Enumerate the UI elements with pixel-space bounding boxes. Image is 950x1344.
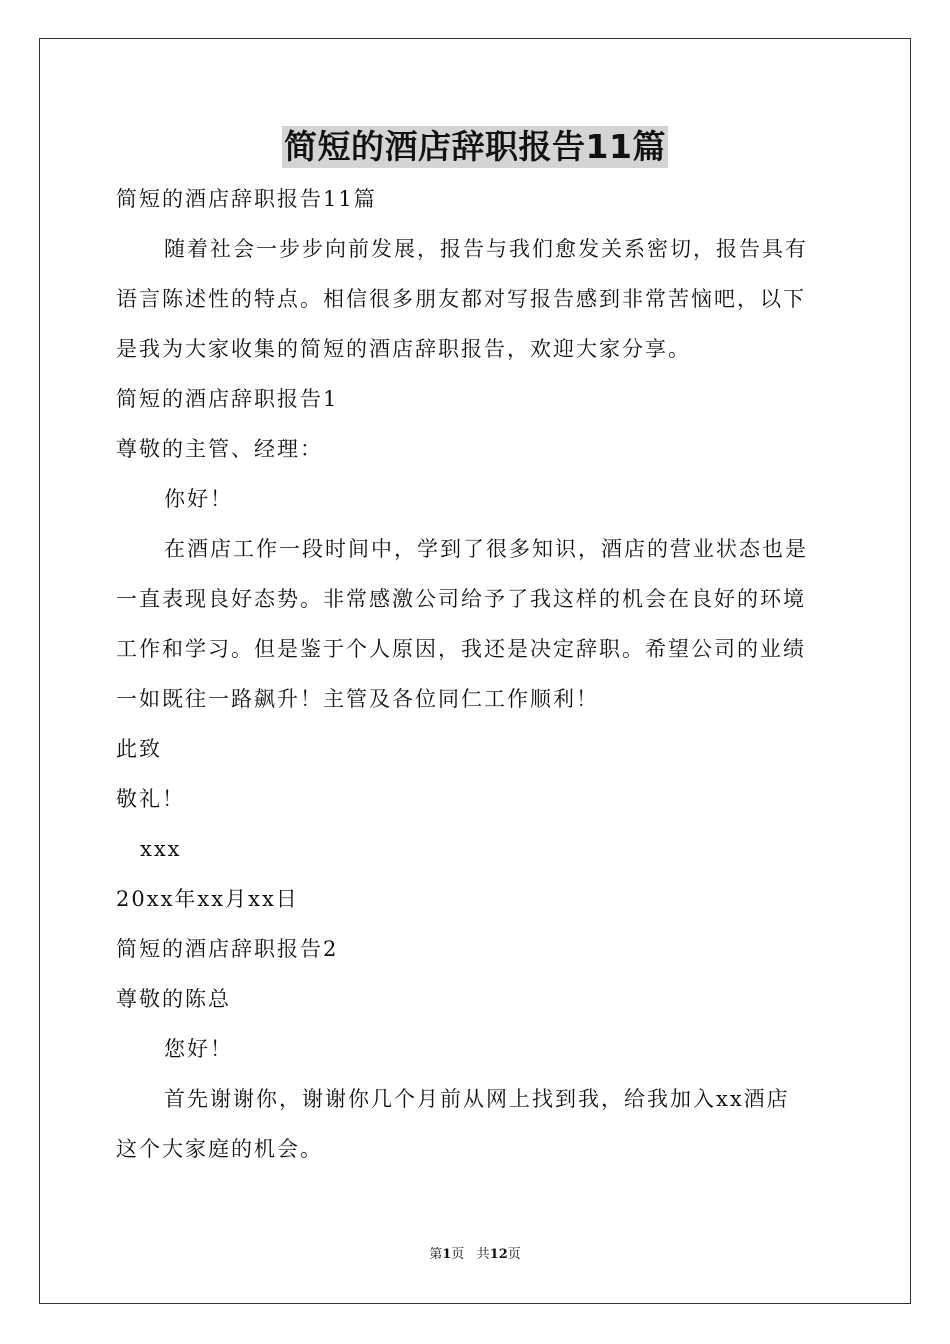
closing-line: 此致 <box>116 737 162 761</box>
page-label-suffix: 页 <box>451 1247 465 1262</box>
paragraph-line: 在酒店工作一段时间中，学到了很多知识，酒店的营业状态也是 <box>164 537 808 561</box>
paragraph-line: 一如既往一路飙升！主管及各位同仁工作顺利！ <box>116 687 599 711</box>
signature: xxx <box>140 837 182 861</box>
salutation: 尊敬的主管、经理： <box>116 437 323 461</box>
greeting: 您好！ <box>164 1037 233 1061</box>
paragraph-line: 这个大家庭的机会。 <box>116 1137 323 1161</box>
subtitle-line: 简短的酒店辞职报告11篇 <box>116 187 377 211</box>
greeting: 你好！ <box>164 487 233 511</box>
total-label-prefix: 共 <box>476 1247 490 1262</box>
paragraph-line: 随着社会一步步向前发展，报告与我们愈发关系密切，报告具有 <box>164 237 808 261</box>
title-container <box>0 126 950 168</box>
page-label-prefix: 第 <box>429 1247 443 1262</box>
paragraph-line: 首先谢谢你，谢谢你几个月前从网上找到我，给我加入xx酒店 <box>164 1087 790 1111</box>
section-heading: 简短的酒店辞职报告2 <box>116 937 339 961</box>
page-border <box>39 38 911 1304</box>
total-label-suffix: 页 <box>507 1247 521 1262</box>
section-heading: 简短的酒店辞职报告1 <box>116 387 339 411</box>
page-footer <box>0 1247 950 1263</box>
total-pages: 12 <box>489 1247 508 1262</box>
date-line: 20xx年xx月xx日 <box>116 887 299 911</box>
page-number: 1 <box>442 1247 452 1262</box>
paragraph-line: 语言陈述性的特点。相信很多朋友都对写报告感到非常苦恼吧，以下 <box>116 287 806 311</box>
salutation: 尊敬的陈总 <box>116 987 231 1011</box>
paragraph-line: 是我为大家收集的简短的酒店辞职报告，欢迎大家分享。 <box>116 337 691 361</box>
paragraph-line: 工作和学习。但是鉴于个人原因，我还是决定辞职。希望公司的业绩 <box>116 637 806 661</box>
document-title: 简短的酒店辞职报告11篇 <box>284 127 666 166</box>
paragraph-line: 一直表现良好态势。非常感激公司给予了我这样的机会在良好的环境 <box>116 587 806 611</box>
closing-line: 敬礼！ <box>116 787 185 811</box>
